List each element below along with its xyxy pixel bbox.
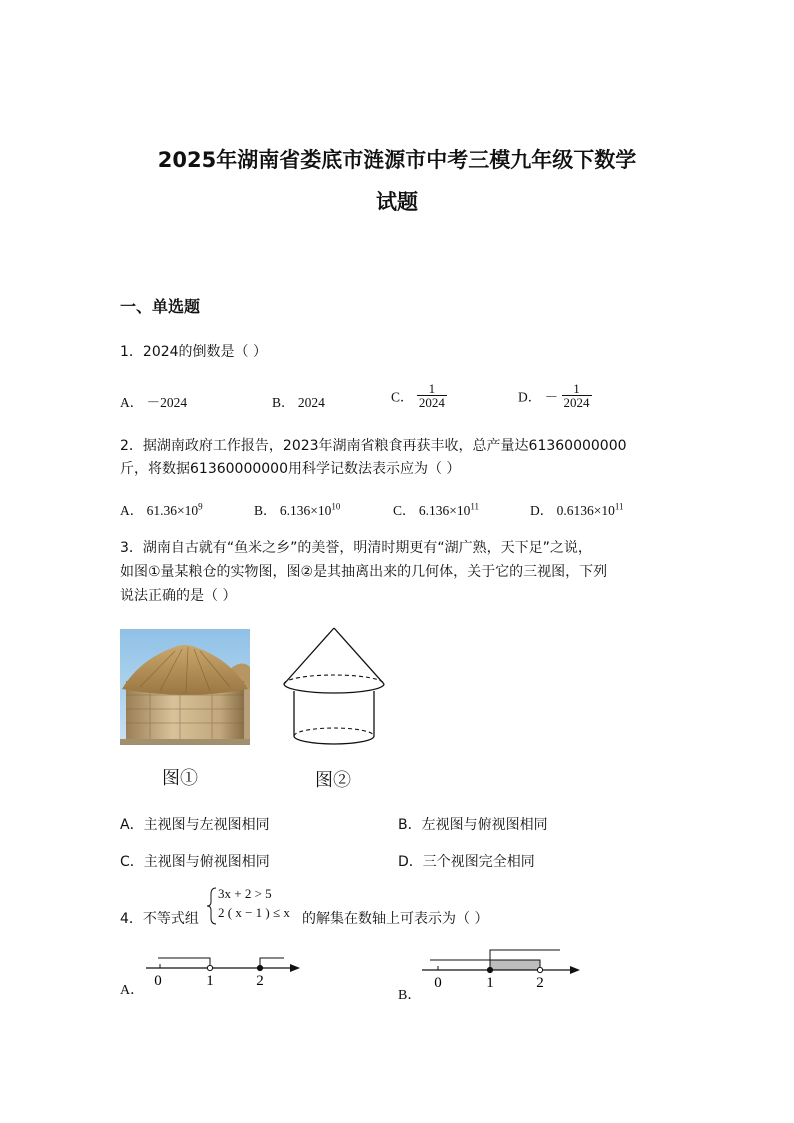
- brace-icon: [206, 886, 218, 926]
- q2-d-exponent: 11: [614, 501, 624, 512]
- line-b-tick-0: 0: [434, 975, 442, 991]
- q4-suffix: 的解集在数轴上可表示为（ ）: [302, 911, 489, 927]
- cone-cylinder-diagram: [280, 626, 390, 752]
- q1-d-label: D．: [518, 389, 542, 405]
- q2-d-label: D．: [530, 503, 554, 518]
- q2-a-exponent: 9: [198, 501, 203, 512]
- q2-stem-line2: 斤，将数据61360000000用科学记数法表示应为（ ）: [120, 461, 461, 477]
- q1-d-sign: －: [544, 389, 559, 405]
- q4-option-b-label: B．: [398, 988, 422, 1003]
- q2-b-label: B．: [254, 503, 277, 518]
- q1-option-a: [120, 391, 187, 411]
- q3-stem-line3: 说法正确的是（ ）: [120, 588, 237, 604]
- q2-option-d: [530, 499, 624, 519]
- inequality-2: 2 ( x − 1 ) ≤ x: [218, 905, 290, 920]
- document-title-line1: 2025年湖南省娄底市涟源市中考三模九年级下数学: [157, 148, 637, 172]
- document-title-line2: 试题: [376, 190, 418, 214]
- line-b-tick-2: 2: [536, 975, 544, 991]
- q1-a-value: －2024: [146, 395, 188, 410]
- cylinder-base-back: [294, 728, 374, 736]
- q1-d-denominator: 2024: [563, 395, 590, 410]
- line-a-tick-2: 2: [256, 973, 264, 989]
- cylinder-base-front: [294, 736, 374, 744]
- cone-base-front: [284, 684, 384, 693]
- q1-stem: 1．2024的倒数是（ ）: [120, 344, 267, 360]
- q2-d-base: 0.6136×10: [556, 503, 615, 518]
- q1-b-value: 2024: [297, 395, 325, 410]
- granary-photo-image: [120, 629, 250, 745]
- q1-d-fraction: [562, 382, 592, 409]
- section-heading: 一、单选题: [120, 297, 201, 316]
- q1-a-label: A．: [120, 395, 144, 410]
- q1-option-b: [272, 391, 325, 411]
- line-a-tick-0: 0: [154, 973, 162, 989]
- q1-d-numerator: 1: [573, 381, 580, 396]
- line-a-tick-1: 1: [206, 973, 214, 989]
- q2-b-exponent: 10: [331, 501, 341, 512]
- inequality-system: [206, 886, 296, 926]
- q1-c-denominator: 2024: [418, 395, 445, 410]
- inequality-1: 3x + 2 > 5: [218, 886, 272, 901]
- cone-base-back: [284, 675, 384, 684]
- q2-c-base: 6.136×10: [418, 503, 471, 518]
- q2-a-label: A．: [120, 503, 144, 518]
- q4-prefix: 4．不等式组: [120, 911, 199, 927]
- q1-option-c: [391, 382, 447, 409]
- q1-option-d: [518, 382, 592, 409]
- q3-stem-line2: 如图①量某粮仓的实物图，图②是其抽离出来的几何体，关于它的三视图，下列: [120, 564, 608, 580]
- q2-c-exponent: 11: [470, 501, 480, 512]
- line-b-tick-1: 1: [486, 975, 494, 991]
- q3-stem-line1: 3．湖南自古就有“鱼米之乡”的美誉，明清时期更有“湖广熟，天下足”之说，: [120, 540, 592, 556]
- number-line-a: [144, 948, 304, 992]
- q1-c-fraction: [417, 382, 447, 409]
- q1-c-numerator: 1: [428, 381, 436, 396]
- q1-b-label: B．: [272, 395, 295, 410]
- figure2-caption: 图②: [315, 770, 351, 790]
- q1-c-label: C．: [391, 389, 414, 405]
- q3-option-d: D．三个视图完全相同: [398, 854, 535, 870]
- number-line-b: [420, 944, 584, 992]
- q2-option-a: [120, 499, 203, 519]
- q4-option-a-label: A．: [120, 983, 145, 998]
- q2-a-base: 61.36×10: [146, 503, 199, 518]
- q3-option-c: C．主视图与俯视图相同: [120, 854, 270, 870]
- q2-option-b: [254, 499, 340, 519]
- q2-stem-line1: 2．据湖南政府工作报告，2023年湖南省粮食再获丰收，总产量达61360000000: [120, 438, 627, 454]
- q2-option-c: [393, 499, 479, 519]
- q2-b-base: 6.136×10: [279, 503, 332, 518]
- q3-option-b: B．左视图与俯视图相同: [398, 817, 548, 833]
- figure1-caption: 图①: [162, 768, 198, 788]
- q2-c-label: C．: [393, 503, 416, 518]
- q3-option-a: A．主视图与左视图相同: [120, 817, 270, 833]
